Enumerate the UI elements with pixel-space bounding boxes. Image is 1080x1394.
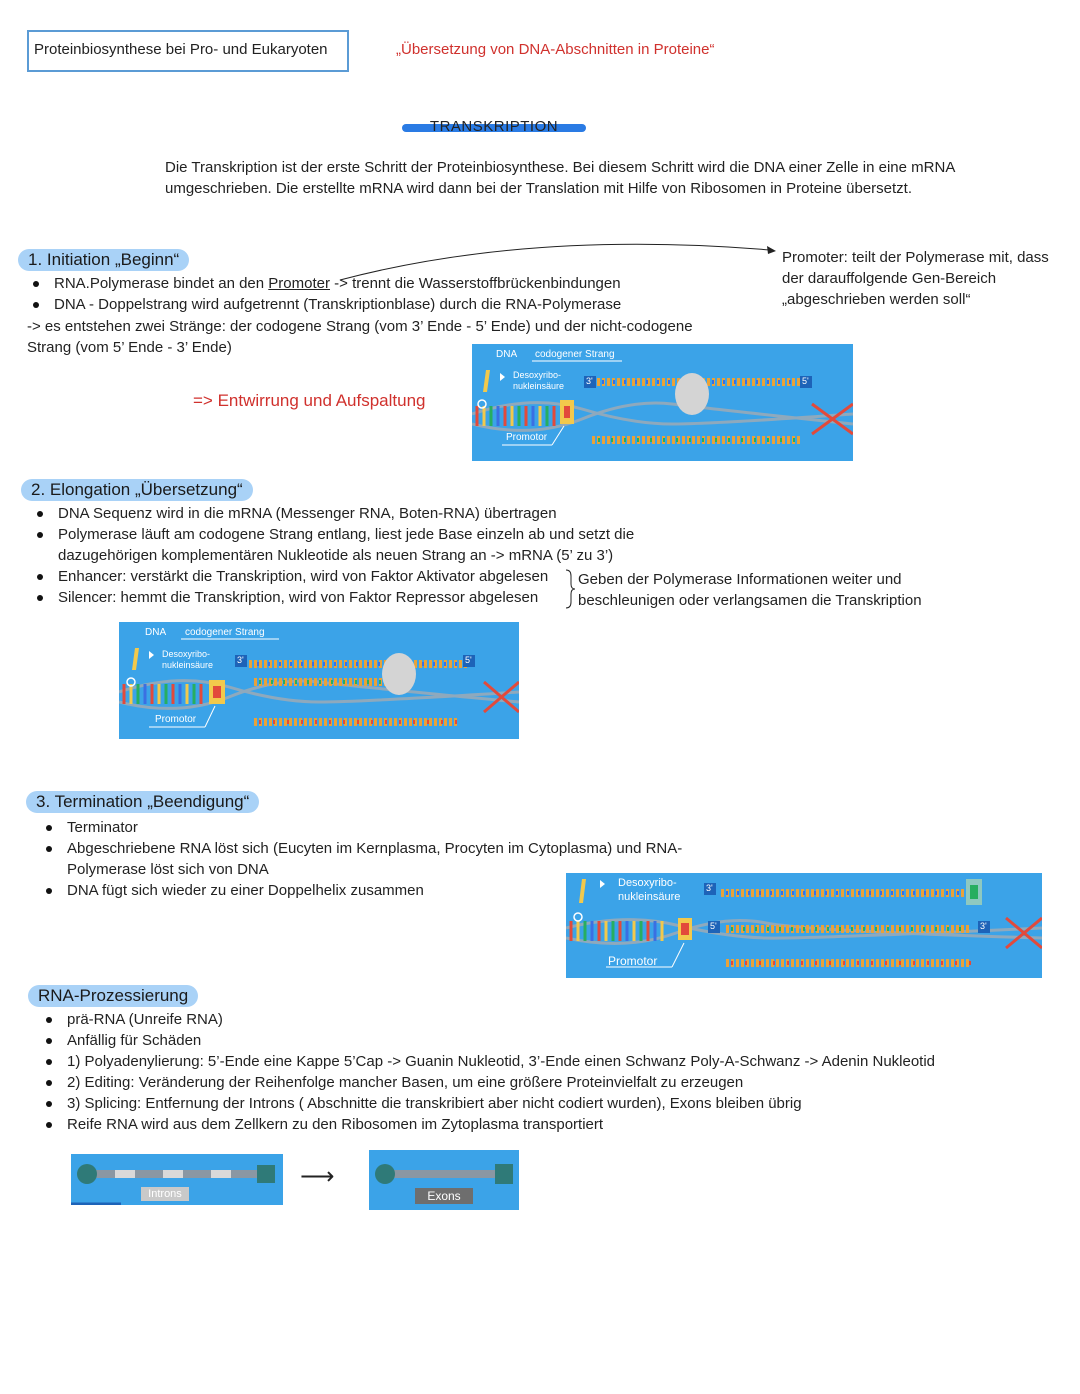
five-prime-label: 5'	[710, 921, 717, 931]
arrow-right-icon: ⟶	[300, 1163, 335, 1190]
processing-heading-text: RNA-Prozessierung	[28, 985, 198, 1007]
page-title	[27, 30, 349, 72]
desoxy-label-2: nukleinsäure	[618, 891, 681, 903]
page-title-text: Proteinbiosynthese bei Pro- und Eukaryoten	[34, 41, 328, 58]
initiation-line4: Strang (vom 5’ Ende - 3’ Ende)	[27, 339, 232, 356]
three-prime-label-end: 3'	[980, 921, 987, 931]
brace-icon	[564, 568, 576, 610]
elongation-heading-text: 2. Elongation „Übersetzung“	[21, 479, 253, 501]
processing-list	[37, 1009, 1037, 1135]
brace-note: Geben der Polymerase Informationen weiter und beschleunigen oder verlangsamen die Transkription	[578, 571, 922, 609]
codogen-label: codogener Strang	[185, 627, 265, 638]
list-item: DNA Sequenz wird in die mRNA (Messenger RNA, Boten-RNA) übertragen	[28, 503, 638, 524]
elongation-list	[28, 503, 638, 608]
list-item: Terminator	[37, 817, 687, 838]
dna-label: DNA	[496, 349, 518, 360]
introns-label: Introns	[141, 1187, 189, 1201]
exons-label: Exons	[415, 1188, 473, 1204]
desoxy-label-2: nukleinsäure	[162, 660, 214, 670]
initiation-diagram	[472, 344, 853, 461]
introns-diagram	[71, 1154, 283, 1205]
list-item: 3) Splicing: Entfernung der Introns ( Abschnitte die transkribiert aber nicht codiert wurden), Exons bleiben übrig	[37, 1093, 1037, 1114]
three-prime-label: 3'	[706, 883, 713, 893]
elongation-heading	[21, 479, 253, 501]
five-prime-label: 5'	[465, 655, 472, 665]
intro-paragraph: Die Transkription ist der erste Schritt der Proteinbiosynthese. Bei diesem Schritt wird die DNA einer Zelle in eine mRNA umgeschrieben. Die erstellte mRNA wird dann bei der Translation mit Hilfe von Ribosomen in Proteine übersetzt.	[165, 159, 955, 197]
initiation-b1-pre: RNA.Polymerase bindet an den	[54, 275, 269, 292]
codogen-label: codogener Strang	[535, 349, 615, 360]
termination-diagram	[566, 873, 1042, 978]
termination-heading-text: 3. Termination „Beendigung“	[26, 791, 259, 813]
three-prime-label: 3'	[237, 655, 244, 665]
promotor-label: Promotor	[608, 954, 658, 968]
initiation-result: => Entwirrung und Aufspaltung	[193, 391, 426, 410]
transcription-heading-text: TRANSKRIPTION	[429, 118, 559, 135]
promoter-word: Promoter	[268, 275, 330, 292]
processing-heading	[28, 985, 198, 1007]
elongation-diagram	[119, 622, 519, 739]
dna-label: DNA	[145, 627, 167, 638]
list-item: DNA - Doppelstrang wird aufgetrennt (Transkriptionblase) durch die RNA-Polymerase	[24, 294, 764, 315]
promoter-note: Promoter: teilt der Polymerase mit, dass der darauffolgende Gen-Bereich „abgeschrieben werden soll“	[782, 249, 1049, 308]
list-item: Silencer: hemmt die Transkription, wird von Faktor Repressor abgelesen	[28, 587, 638, 608]
desoxy-label: Desoxyribo-	[513, 370, 562, 380]
three-prime-label: 3'	[586, 376, 593, 386]
list-item: 1) Polyadenylierung: 5’-Ende eine Kappe 5’Cap -> Guanin Nukleotid, 3’-Ende einen Schwanz Poly-A-Schwanz -> Adenin Nukleotid	[37, 1051, 1037, 1072]
list-item: Anfällig für Schäden	[37, 1030, 1037, 1051]
list-item: 2) Editing: Veränderung der Reihenfolge mancher Basen, um eine größere Proteinvielfalt zu erzeugen	[37, 1072, 1037, 1093]
desoxy-label: Desoxyribo-	[162, 649, 211, 659]
list-item: DNA fügt sich wieder zu einer Doppelhelix zusammen	[37, 880, 687, 901]
initiation-b1-post: -> trennt die Wasserstoffbrückenbindungen	[329, 275, 621, 292]
page-subtitle: „Übersetzung von DNA-Abschnitten in Proteine“	[396, 41, 715, 58]
list-item: Reife RNA wird aus dem Zellkern zu den Ribosomen im Zytoplasma transportiert	[37, 1114, 1037, 1135]
initiation-list	[24, 273, 764, 315]
five-prime-label: 5'	[802, 376, 809, 386]
list-item: Enhancer: verstärkt die Transkription, wird von Faktor Aktivator abgelesen	[28, 566, 638, 587]
transcription-heading	[402, 118, 586, 136]
list-item	[24, 273, 764, 294]
termination-heading	[26, 791, 259, 813]
list-item: prä-RNA (Unreife RNA)	[37, 1009, 1037, 1030]
desoxy-label-2: nukleinsäure	[513, 381, 565, 391]
initiation-heading	[18, 249, 189, 271]
initiation-heading-text: 1. Initiation „Beginn“	[18, 249, 189, 271]
exons-diagram	[369, 1150, 519, 1210]
initiation-line3: -> es entstehen zwei Stränge: der codogene Strang (vom 3’ Ende - 5’ Ende) und der nicht-codogene	[27, 318, 693, 335]
desoxy-label: Desoxyribo-	[618, 877, 677, 889]
list-item: Polymerase läuft am codogene Strang entlang, liest jede Base einzeln ab und setzt die dazugehörigen komplementären Nukleotide als neuen Strang an -> mRNA (5’ zu 3’)	[28, 524, 638, 566]
promotor-label: Promotor	[506, 432, 548, 443]
list-item: Abgeschriebene RNA löst sich (Eucyten im Kernplasma, Procyten im Cytoplasma) und RNA-Polymerase löst sich von DNA	[37, 838, 687, 880]
promotor-label: Promotor	[155, 714, 197, 725]
